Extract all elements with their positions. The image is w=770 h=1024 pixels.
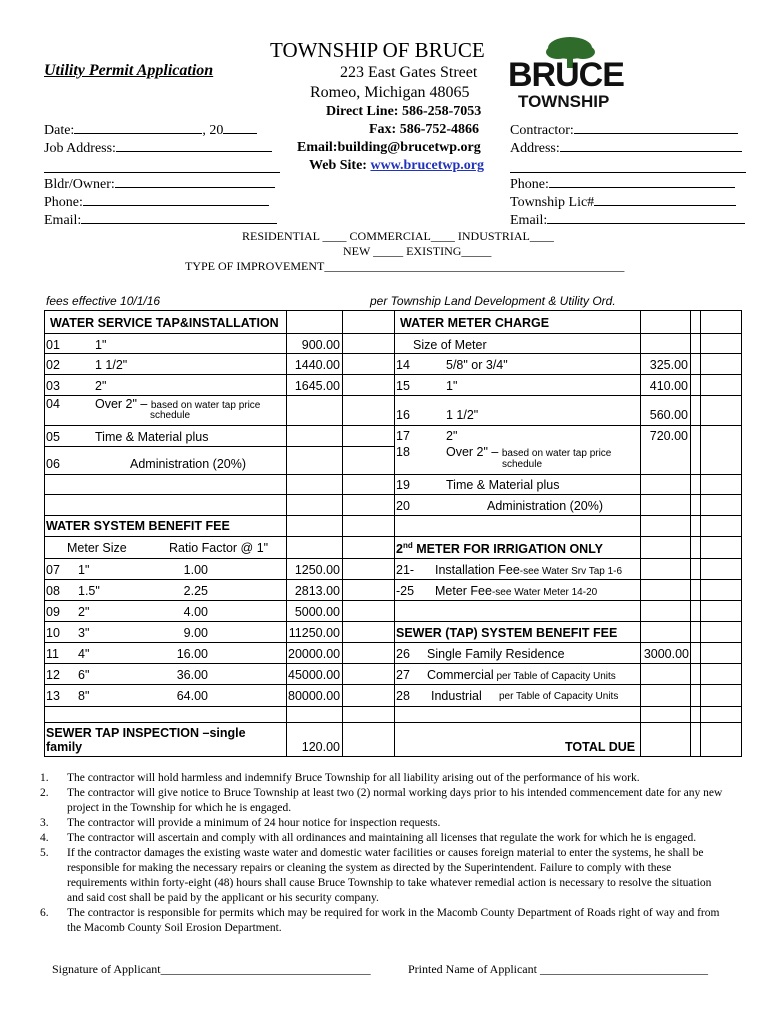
- irrigation-code-25: -25: [396, 584, 415, 598]
- term-item: 4. The contractor will ascertain and comply with all ordinances and maintaining all licenses that regulate the work for which he is engaged.: [40, 832, 697, 844]
- benefit-col-ratio: Ratio Factor @ 1": [169, 541, 269, 555]
- date-year-label: , 20: [202, 123, 224, 138]
- meter-code-20: 20: [396, 499, 410, 513]
- printed-name-field[interactable]: Printed Name of Applicant ____________________________: [408, 962, 708, 976]
- benefit-code: 12: [46, 668, 60, 682]
- tap-amount-03[interactable]: 1645.00: [294, 379, 340, 393]
- benefit-code: 13: [46, 689, 60, 703]
- irrigation-desc-21: Installation Fee-see Water Srv Tap 1-6: [435, 563, 623, 577]
- tap-code-06: 06: [46, 457, 60, 471]
- email-line: Email:building@brucetwp.org: [297, 140, 481, 155]
- job-address-label: Job Address:: [44, 141, 116, 156]
- bldr-owner-label: Bldr/Owner:: [44, 177, 115, 192]
- website-label: Web Site:: [309, 158, 371, 173]
- sewer-heading: SEWER (TAP) SYSTEM BENEFIT FEE: [396, 626, 618, 640]
- meter-desc-15: 1": [446, 379, 458, 393]
- meter-desc-20: Administration (20%): [487, 499, 604, 513]
- benefit-amount[interactable]: 1250.00: [294, 563, 340, 577]
- tap-amount-01[interactable]: 900.00: [301, 338, 340, 352]
- bruce-township-logo: [506, 34, 634, 116]
- phone-label: Phone:: [44, 195, 83, 210]
- benefit-size: 3": [78, 626, 90, 640]
- sewer-code-26: 26: [396, 647, 410, 661]
- email-field[interactable]: [44, 212, 277, 229]
- meter-code-16: 16: [396, 408, 410, 422]
- phone-field[interactable]: [44, 194, 269, 211]
- tap-desc-04-note: schedule: [150, 410, 191, 421]
- meter-size-subheading: Size of Meter: [413, 338, 487, 352]
- form-name: Utility Permit Application: [44, 62, 214, 79]
- job-address-line-2[interactable]: [44, 172, 280, 173]
- tap-desc-06: Administration (20%): [130, 457, 247, 471]
- benefit-amount[interactable]: 11250.00: [288, 626, 340, 640]
- township-lic-label: Township Lic#: [510, 195, 595, 210]
- sewer-note-28: per Table of Capacity Units: [499, 691, 619, 702]
- new-existing-line[interactable]: NEW _____ EXISTING_____: [343, 244, 492, 258]
- benefit-code: 10: [46, 626, 60, 640]
- tap-code-01: 01: [46, 338, 60, 352]
- meter-desc-14: 5/8" or 3/4": [446, 358, 508, 372]
- benefit-size: 8": [78, 689, 90, 703]
- tap-code-02: 02: [46, 358, 60, 372]
- signature-field[interactable]: Signature of Applicant___________________________________: [52, 962, 371, 976]
- meter-desc-17: 2": [446, 429, 458, 443]
- benefit-amount[interactable]: 5000.00: [294, 605, 340, 619]
- meter-amount-16[interactable]: 560.00: [649, 408, 688, 422]
- inspection-label-2: family: [46, 740, 83, 754]
- irrigation-code-21: 21-: [396, 563, 415, 577]
- email-label: Email:: [44, 213, 82, 228]
- benefit-ratio: 4.00: [183, 605, 208, 619]
- tap-desc-05: Time & Material plus: [95, 430, 209, 444]
- meter-desc-18-note: schedule: [502, 459, 543, 470]
- term-item: 3. The contractor will provide a minimum of 24 hour notice for inspection requests.: [40, 817, 441, 829]
- website-link[interactable]: www.brucetwp.org: [370, 158, 484, 173]
- benefit-code: 09: [46, 605, 60, 619]
- contractor-email-label: Email:: [510, 213, 548, 228]
- tap-amount-02[interactable]: 1440.00: [294, 358, 340, 372]
- meter-desc-18: Over 2" – based on water tap price: [446, 445, 612, 459]
- benefit-ratio: 16.00: [176, 647, 208, 661]
- term-item: 6. The contractor is responsible for permits which may be required for work in the Macomb County Department of Roads right of way and from the Macomb County Soil Erosion Department.: [40, 907, 720, 934]
- ordinance-note: per Township Land Development & Utility Ord.: [370, 294, 616, 308]
- website-line: [309, 158, 484, 174]
- date-label: Date:: [44, 123, 75, 138]
- address-line-2: Romeo, Michigan 48065: [310, 84, 470, 101]
- sewer-desc-27: Commercial per Table of Capacity Units: [427, 668, 616, 682]
- term-item: 1. The contractor will hold harmless and indemnify Bruce Township for all liability arising out of the performance of his work.: [40, 772, 640, 784]
- benefit-amount[interactable]: 2813.00: [294, 584, 340, 598]
- benefit-size: 4": [78, 647, 90, 661]
- benefit-size: 2": [78, 605, 90, 619]
- township-lic-field[interactable]: [510, 194, 736, 211]
- contractor-address-field[interactable]: [510, 140, 742, 157]
- tap-code-04: 04: [46, 397, 60, 411]
- benefit-ratio: 1.00: [183, 563, 208, 577]
- tap-desc-02: 1 1/2": [95, 358, 128, 372]
- term-item: 2. The contractor will give notice to Bruce Township at least two (2) normal working days prior to his intended commencement date for any new project in the Township for which he is engaged.: [40, 787, 723, 814]
- meter-amount-14[interactable]: 325.00: [649, 358, 688, 372]
- inspection-label: SEWER TAP INSPECTION –single: [46, 726, 246, 740]
- fees-effective-note: fees effective 10/1/16: [46, 294, 161, 308]
- benefit-amount[interactable]: 80000.00: [288, 689, 341, 703]
- contractor-email-field[interactable]: [510, 212, 745, 229]
- tap-desc-01: 1": [95, 338, 107, 352]
- meter-desc-16: 1 1/2": [446, 408, 479, 422]
- fax-line: Fax: 586-752-4866: [369, 122, 480, 137]
- benefit-col-meter-size: Meter Size: [67, 541, 127, 555]
- contractor-phone-field[interactable]: [510, 176, 735, 193]
- benefit-ratio: 2.25: [183, 584, 208, 598]
- contractor-address-label: Address:: [510, 141, 560, 156]
- bldr-owner-field[interactable]: [44, 176, 275, 193]
- benefit-amount[interactable]: 45000.00: [288, 668, 341, 682]
- township-title: TOWNSHIP OF BRUCE: [270, 38, 485, 62]
- sewer-desc-28: Industrial: [431, 689, 482, 703]
- meter-code-15: 15: [396, 379, 410, 393]
- benefit-ratio: 9.00: [183, 626, 208, 640]
- contractor-phone-label: Phone:: [510, 177, 549, 192]
- date-field[interactable]: [44, 122, 257, 139]
- meter-code-14: 14: [396, 358, 410, 372]
- sewer-code-28: 28: [396, 689, 410, 703]
- total-due-field[interactable]: [642, 724, 689, 755]
- irrigation-heading: 2nd METER FOR IRRIGATION ONLY: [396, 541, 604, 557]
- logo-word: BRUCE: [508, 56, 624, 94]
- meter-code-19: 19: [396, 478, 410, 492]
- benefit-ratio: 36.00: [176, 668, 208, 682]
- terms-list: [40, 771, 730, 936]
- meter-amount-17[interactable]: 720.00: [649, 429, 688, 443]
- tap-desc-03: 2": [95, 379, 107, 393]
- benefit-code: 07: [46, 563, 60, 577]
- project-type-line[interactable]: RESIDENTIAL ____ COMMERCIAL____ INDUSTRIAL____: [242, 229, 554, 243]
- benefit-code: 11: [46, 647, 59, 661]
- sewer-desc-26: Single Family Residence: [427, 647, 565, 661]
- logo-sub: TOWNSHIP: [518, 92, 610, 111]
- benefit-heading: WATER SYSTEM BENEFIT FEE: [46, 519, 230, 533]
- inspection-amount[interactable]: 120.00: [301, 740, 340, 754]
- contractor-label: Contractor:: [510, 123, 574, 138]
- benefit-code: 08: [46, 584, 60, 598]
- sewer-code-27: 27: [396, 668, 410, 682]
- tap-code-05: 05: [46, 430, 60, 444]
- address-line-1: 223 East Gates Street: [340, 64, 478, 81]
- term-item: 5. If the contractor damages the existing waste water and domestic water facilities or causes foreign material to enter the systems, he shall be responsible for making the necessary repairs or cleaning the system as directed by the Superintendent. Failure to comply with these requirements within forty-eight (48) hours shall cause Bruce Township to take whatever remedial action is necessary to resolve the situation and said cost shall be paid by the applicant or his security company.: [40, 847, 712, 904]
- benefit-amount[interactable]: 20000.00: [288, 647, 341, 661]
- benefit-ratio: 64.00: [176, 689, 208, 703]
- meter-desc-19: Time & Material plus: [446, 478, 560, 492]
- type-of-improvement-line[interactable]: TYPE OF IMPROVEMENT__________________________________________________: [185, 259, 625, 273]
- tap-desc-04: Over 2" – based on water tap price: [95, 397, 261, 411]
- job-address-field[interactable]: [44, 140, 272, 157]
- irrigation-desc-25: Meter Fee-see Water Meter 14-20: [435, 584, 598, 598]
- direct-line: Direct Line: 586-258-7053: [326, 104, 482, 119]
- water-tap-heading: WATER SERVICE TAP&INSTALLATION: [50, 316, 279, 330]
- sewer-amount-26[interactable]: 3000.00: [643, 647, 689, 661]
- tap-code-03: 03: [46, 379, 60, 393]
- benefit-size: 1": [78, 563, 90, 577]
- contractor-field[interactable]: [510, 122, 738, 139]
- benefit-size: 6": [78, 668, 90, 682]
- meter-charge-heading: WATER METER CHARGE: [400, 316, 550, 330]
- meter-code-18: 18: [396, 445, 410, 459]
- benefit-size: 1.5": [78, 584, 100, 598]
- contractor-address-line-2[interactable]: [510, 172, 746, 173]
- total-due-label: TOTAL DUE: [565, 740, 636, 754]
- meter-code-17: 17: [396, 429, 410, 443]
- meter-amount-15[interactable]: 410.00: [649, 379, 688, 393]
